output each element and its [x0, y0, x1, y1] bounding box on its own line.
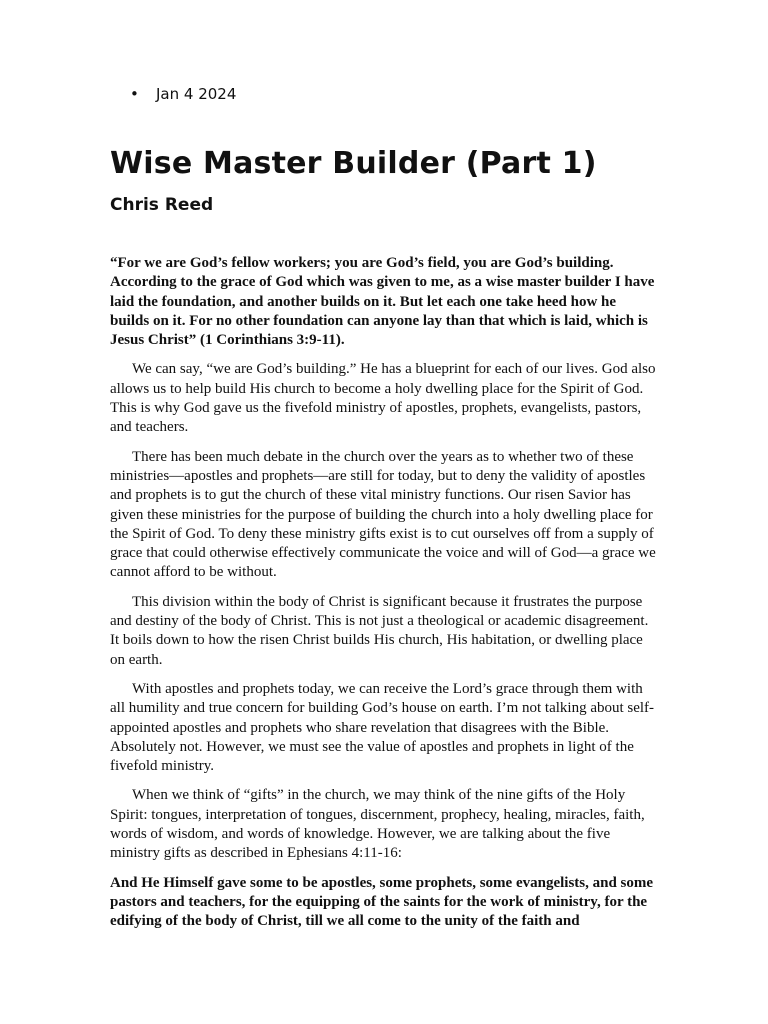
- article-paragraph: When we think of “gifts” in the church, we may think of the nine gifts of the Holy Spirit: tongues, interpretation of tongues, discernment, prophecy, healing, miracles, faith, words of wisdom, and words of knowledge. However, we are talking about the five ministry gifts as described in Ephesians 4:11-16:: [110, 787, 645, 862]
- post-meta-list: [110, 84, 658, 104]
- scripture-quote: And He Himself gave some to be apostles, some prophets, some evangelists, and some pastors and teachers, for the equipping of the saints for the work of ministry, for the edifying of the body of Christ, till we all come to the unity of the faith and: [110, 874, 654, 930]
- post-date-item: [110, 84, 658, 104]
- article-paragraph: We can say, “we are God’s building.” He has a blueprint for each of our lives. God also allows us to help build His church to become a holy dwelling place for the Spirit of God. This is why God gave us the fivefold ministry of apostles, prophets, evangelists, pastors, and teachers.: [110, 361, 656, 436]
- post-date: Jan 4 2024: [156, 85, 237, 103]
- post-author: Chris Reed: [110, 195, 214, 215]
- article-paragraph: There has been much debate in the church over the years as to whether two of these ministries—apostles and prophets—are still for today, but to deny the validity of apostles and prophets is to gut the church of these vital ministry functions. Our risen Savior has given these ministries for the purpose of building the church into a holy dwelling place for the Spirit of God. To deny these ministry gifts exist is to cut ourselves off from a supply of grace that could otherwise effectively communicate the voice and will of God—a grace we cannot afford to be without.: [110, 448, 656, 581]
- blog-post: [110, 84, 658, 942]
- article-body: [110, 254, 658, 932]
- post-title: Wise Master Builder (Part 1): [110, 146, 597, 181]
- scripture-quote: “For we are God’s fellow workers; you are God’s field, you are God’s building. According to the grace of God which was given to me, as a wise master builder I have laid the foundation, and another builds on it. But let each one take heed how he builds on it. For no other foundation can anyone lay than that which is laid, which is Jesus Christ” (1 Corinthians 3:9-11).: [110, 255, 655, 349]
- article-paragraph: With apostles and prophets today, we can receive the Lord’s grace through them with all humility and true concern for building God’s house on earth. I’m not talking about self-appointed apostles and prophets who share revelation that disagrees with the Bible. Absolutely not. However, we must see the value of apostles and prophets in light of the fivefold ministry.: [110, 680, 655, 775]
- article-paragraph: This division within the body of Christ is significant because it frustrates the purpose and destiny of the body of Christ. This is not just a theological or academic disagreement. It boils down to how the risen Christ builds His church, His habitation, or dwelling place on earth.: [110, 593, 649, 668]
- bullet-icon: •: [130, 85, 139, 103]
